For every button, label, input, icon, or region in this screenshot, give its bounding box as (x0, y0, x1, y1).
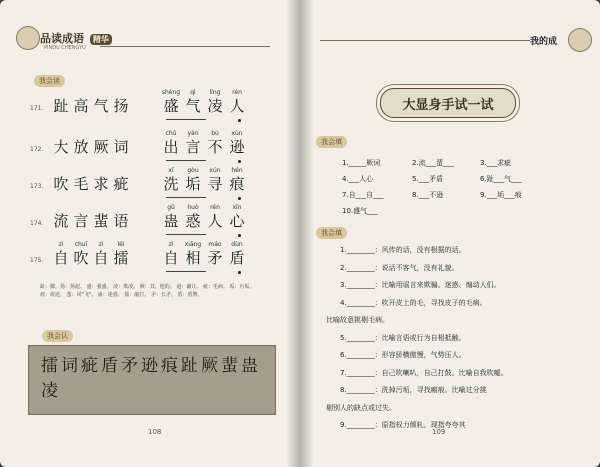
pinyin (50, 89, 72, 97)
idiom-char (204, 89, 226, 115)
pinyin: léi (117, 241, 125, 248)
hanzi: 自 (53, 249, 69, 267)
idiom-char (70, 241, 92, 267)
idiom-number: 175. (30, 257, 44, 264)
underline-mark (166, 197, 206, 198)
idiom-char (204, 241, 226, 267)
pinyin: bú (211, 130, 219, 137)
clue-line: 3.________：比喻用谣言来欺骗、迷惑、煽动人们。 (340, 281, 501, 289)
idiom-char (110, 89, 132, 115)
hanzi: 垢 (185, 175, 201, 193)
pinyin: rén (210, 204, 220, 211)
idiom-row (30, 89, 270, 129)
book-badge: 精华 (90, 34, 112, 45)
pinyin: máo (208, 241, 222, 248)
clue-line: 剔别人的缺点或过失。 (326, 403, 396, 412)
pinyin (110, 204, 132, 212)
hanzi: 气 (93, 97, 109, 115)
pinyin: yán (187, 130, 199, 137)
idiom-char (50, 89, 72, 115)
hanzi: 高 (73, 97, 89, 115)
pinyin: xiāng (184, 241, 202, 248)
hanzi: 盾 (229, 249, 245, 267)
hanzi: 大 (53, 138, 69, 156)
hanzi: 蜚 (93, 212, 109, 230)
idiom-number: 172. (30, 146, 44, 153)
hanzi: 自 (93, 249, 109, 267)
hanzi: 词 (113, 138, 129, 156)
pinyin: qì (190, 89, 196, 96)
clue-line: 7.________：自己吹喇叭，自己打鼓。比喻自我吹嘘。 (340, 368, 508, 377)
hanzi: 逊 (229, 138, 245, 156)
char-recognition-box (28, 345, 276, 415)
idiom-char (90, 130, 112, 156)
exercise-title (380, 88, 516, 118)
underline-mark (166, 119, 206, 120)
idiom-char (182, 89, 204, 115)
fill-item[interactable]: 6.趾___气___ (480, 175, 522, 183)
pinyin: shèng (161, 89, 181, 96)
clue-line: 8.________：洗掉污垢，寻找瘢痕。比喻过分挑 (340, 386, 487, 394)
pinyin: chū (165, 130, 177, 137)
pinyin: huò (187, 204, 199, 211)
pinyin: zì (98, 241, 104, 248)
section-tag-fill: 我会填 (316, 136, 347, 148)
idiom-char (160, 204, 182, 230)
hanzi: 擂 (113, 249, 129, 267)
clue-line: 9.________：原指权力倾轧，现指夸夸其 (340, 421, 466, 429)
clue-line: 6.________：形容骄横傲慢，气势压人。 (340, 351, 466, 359)
fill-item[interactable]: 8.___不逊 (412, 191, 444, 199)
pinyin (110, 130, 132, 138)
pinyin: chuī (74, 241, 88, 248)
pinyin (50, 204, 72, 212)
right-header-label: 我的成 (530, 37, 558, 47)
idiom-char (90, 89, 112, 115)
header-rule-right (320, 40, 530, 41)
mascot-icon (568, 28, 592, 52)
hanzi: 气 (185, 97, 201, 115)
hanzi: 痕 (229, 175, 245, 193)
idiom-char (110, 241, 132, 267)
pinyin (70, 204, 92, 212)
idiom-char (182, 241, 204, 267)
hanzi: 扬 (113, 97, 129, 115)
idiom-char (182, 204, 204, 230)
idiom-char (70, 204, 92, 230)
hanzi: 吹 (53, 175, 69, 193)
clue-line: 4.________：吹开皮上的毛，寻找皮子的毛病。 (340, 298, 487, 307)
hanzi: 自 (163, 249, 179, 267)
header-rule (100, 46, 270, 47)
section-tag-fill-2: 我会填 (316, 227, 347, 239)
pinyin: xún (209, 167, 221, 174)
idiom-row (30, 204, 270, 244)
hanzi: 蛊 (163, 212, 179, 230)
section-tag-recognize: 我会认 (42, 330, 73, 342)
char-recognition-text: 擂词疵盾矛逊痕趾厥蜚蛊凌 (41, 356, 261, 401)
idiom-char (204, 167, 226, 193)
hanzi: 矛 (207, 249, 223, 267)
pinyin (110, 167, 132, 175)
hanzi: 言 (185, 138, 201, 156)
emphasis-dot (238, 197, 241, 200)
hanzi: 洗 (163, 175, 179, 193)
idiom-row (30, 167, 270, 207)
pinyin (90, 167, 112, 175)
vocab-notes: 趾：脚。扬：扬起。 盛：强盛。 凌：欺凌。 厥：其，他的。 逊：谦让。 疵：毛病。 垢：污垢。 痕：痕迹。 蜚：同"飞"。 蛊：迷惑。 擂：敲打。 矛：长矛。 盾：盾牌。 (40, 284, 255, 298)
idiom-number: 174. (30, 220, 44, 227)
fill-item[interactable]: 5.___矛盾 (412, 175, 444, 183)
hanzi: 心 (229, 212, 245, 230)
idiom-char (110, 130, 132, 156)
idiom-char (160, 167, 182, 193)
mascot-icon (16, 26, 40, 50)
idiom-char (204, 130, 226, 156)
fill-item[interactable]: 1._____厥词 (342, 159, 381, 167)
hanzi: 吹 (73, 249, 89, 267)
pinyin: xǐ (168, 167, 174, 174)
idiom-char (182, 130, 204, 156)
underline-mark (166, 271, 206, 272)
hanzi: 毛 (73, 175, 89, 193)
hanzi: 趾 (53, 97, 69, 115)
clue-line: 比喻故意挑剔毛病。 (326, 316, 389, 324)
hanzi: 求 (93, 175, 109, 193)
pinyin: gǔ (167, 204, 175, 211)
fill-item[interactable]: 2.流___蜚___ (412, 159, 454, 167)
idiom-char (70, 89, 92, 115)
idiom-char (204, 204, 226, 230)
hanzi: 惑 (185, 212, 201, 230)
pinyin (70, 89, 92, 97)
pinyin (50, 167, 72, 175)
idiom-char (90, 167, 112, 193)
hanzi: 盛 (163, 97, 179, 115)
idiom-char (50, 167, 72, 193)
pinyin (110, 89, 132, 97)
idiom-char (226, 167, 248, 193)
idiom-char (70, 167, 92, 193)
hanzi: 寻 (207, 175, 223, 193)
fill-item[interactable]: 9.___垢___痕 (480, 191, 522, 199)
pinyin: zì (58, 241, 64, 248)
underline-mark (166, 160, 206, 161)
pinyin (90, 204, 112, 212)
idiom-number: 173. (30, 183, 44, 190)
pinyin (90, 130, 112, 138)
fill-item[interactable]: 10.盛气___ (342, 207, 378, 215)
underline-mark (166, 234, 206, 235)
pinyin (70, 130, 92, 138)
emphasis-dot (238, 271, 241, 274)
page-number-right: 109 (432, 428, 446, 436)
book-title-text: 品读成语 (40, 32, 84, 45)
pinyin: dùn (231, 241, 243, 248)
emphasis-dot (238, 160, 241, 163)
idiom-char (50, 241, 72, 267)
hanzi: 不 (207, 138, 223, 156)
pinyin: rén (232, 89, 242, 96)
idiom-row (30, 130, 270, 170)
idiom-char (160, 89, 182, 115)
page-number-left: 108 (148, 428, 162, 436)
idiom-char (90, 241, 112, 267)
pinyin: gòu (187, 167, 199, 174)
idiom-row (30, 241, 270, 281)
hanzi: 出 (163, 138, 179, 156)
idiom-char (90, 204, 112, 230)
idiom-char (160, 241, 182, 267)
idiom-char (110, 204, 132, 230)
section-tag-read: 我会读 (34, 75, 65, 87)
exercise-title-text: 大显身手试一试 (402, 98, 494, 113)
pinyin: zì (168, 241, 174, 248)
emphasis-dot (238, 119, 241, 122)
pinyin (50, 130, 72, 138)
clue-line: 5.________：比喻言语或行为自相抵触。 (340, 333, 466, 342)
book-subtitle: PINDU CHENGYU (44, 45, 86, 51)
hanzi: 人 (207, 212, 223, 230)
idiom-char (110, 167, 132, 193)
idiom-char (50, 130, 72, 156)
pinyin: xīn (232, 204, 242, 211)
hanzi: 凌 (207, 97, 223, 115)
idiom-char (182, 167, 204, 193)
hanzi: 流 (53, 212, 69, 230)
idiom-char (226, 130, 248, 156)
pinyin: hén (231, 167, 243, 174)
hanzi: 疵 (113, 175, 129, 193)
pinyin (90, 89, 112, 97)
hanzi: 放 (73, 138, 89, 156)
hanzi: 言 (73, 212, 89, 230)
idiom-char (226, 241, 248, 267)
pinyin (70, 167, 92, 175)
idiom-number: 171. (30, 105, 44, 112)
fill-item[interactable]: 4.___人心 (342, 175, 374, 183)
fill-item[interactable]: 7.自___自___ (342, 191, 384, 199)
hanzi: 语 (113, 212, 129, 230)
clue-line: 1.________：风传的话，没有根据的话。 (340, 246, 466, 254)
hanzi: 人 (229, 97, 245, 115)
idiom-char (226, 204, 248, 230)
hanzi: 厥 (93, 138, 109, 156)
idiom-char (160, 130, 182, 156)
pinyin: xùn (231, 130, 243, 137)
idiom-char (50, 204, 72, 230)
fill-item[interactable]: 3.___求疵 (480, 159, 512, 167)
book-title (40, 30, 112, 46)
emphasis-dot (238, 234, 241, 237)
hanzi: 相 (185, 249, 201, 267)
idiom-char (226, 89, 248, 115)
idiom-char (70, 130, 92, 156)
pinyin: líng (209, 89, 221, 96)
clue-line: 2.________：说话不客气，没有礼貌。 (340, 263, 459, 272)
